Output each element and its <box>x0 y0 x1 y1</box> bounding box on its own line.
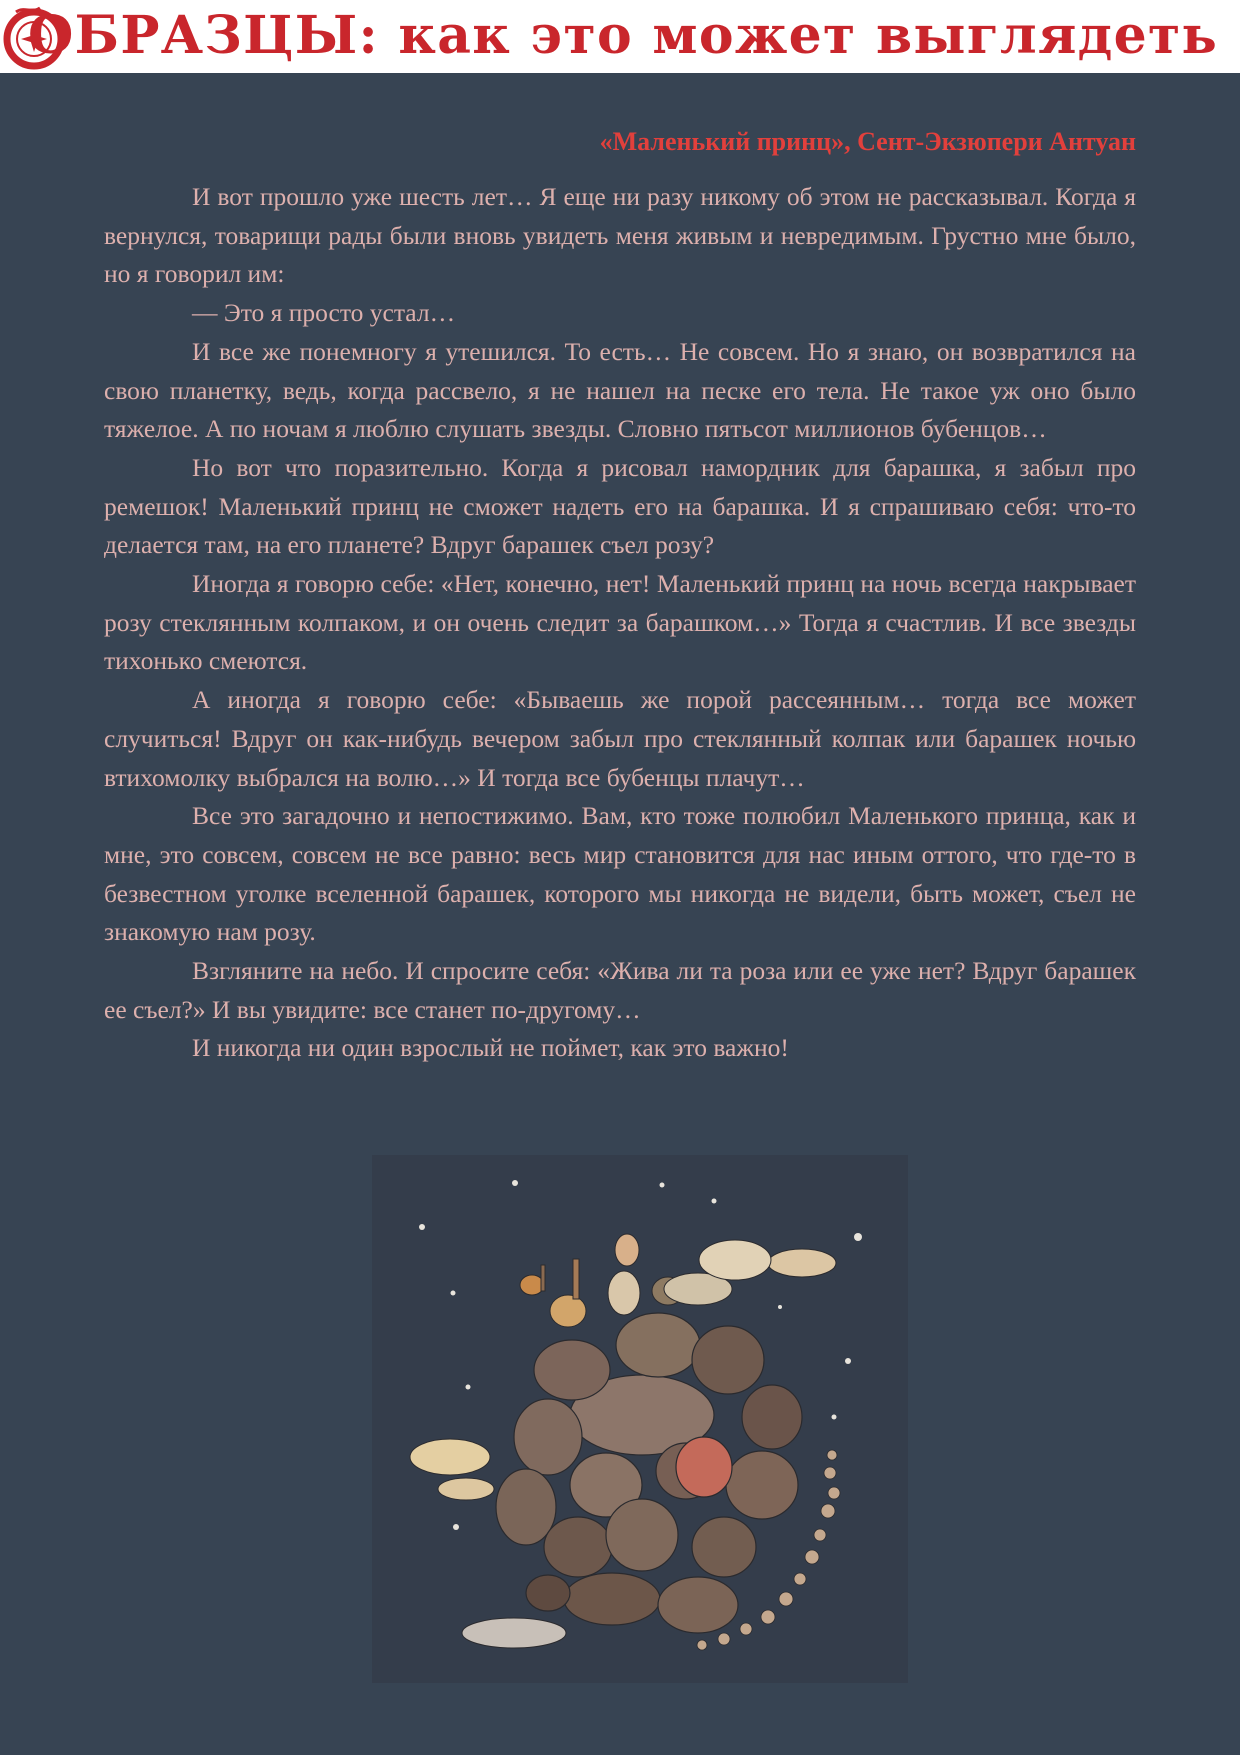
book-title: «Маленький принц», Сент-Экзюпери Антуан <box>599 127 1136 156</box>
paragraph: И никогда ни один взрослый не поймет, как это важно! <box>192 1033 789 1063</box>
paragraph: Иногда я говорю себе: «Нет, конечно, нет! Маленький принц на ночь всегда накрывает розу стеклянным колпаком, и он очень следит за барашком…» Тогда я счастлив. И все звезды тихонько смеются. <box>104 569 1136 676</box>
page-content <box>104 120 1136 1068</box>
page-banner <box>0 0 1240 73</box>
paragraph: Все это загадочно и непостижимо. Вам, кто тоже полюбил Маленького принца, как и мне, это совсем, совсем не все равно: весь мир становится для нас иным оттого, что где-то в безвестном уголке вселенной барашек, которого мы никогда не видели, быть может, съел не знакомую нам розу. <box>104 801 1136 947</box>
paragraph: Но вот что поразительно. Когда я рисовал намордник для барашка, я забыл про ремешок! Маленький принц не сможет надеть его на барашка. И я спрашиваю себя: что-то делается там, на его планете? Вдруг барашек съел розу? <box>104 452 1136 560</box>
paragraph: Взгляните на небо. И спросите себя: «Жива ли та роза или ее уже нет? Вдруг барашек ее съел?» И вы увидите: все станет по-другому… <box>104 956 1136 1024</box>
paragraph: — Это я просто устал… <box>192 298 456 328</box>
story-text <box>104 178 1136 1068</box>
paragraph: А иногда я говорю себе: «Бываешь же порой рассеянным… тогда все может случиться! Вдруг он как-нибудь вечером забыл про стеклянный колпак или барашек ночью втихомолку выбрался на волю…» И тогда все бубенцы плачут… <box>104 685 1136 792</box>
paragraph: И вот прошло уже шесть лет… Я еще ни разу никому об этом не рассказывал. Когда я вернулся, товарищи рады были вновь увидеть меня живым и невредимым. Грустно мне было, но я говорил им: <box>104 182 1136 289</box>
stone-art-little-prince-on-planet-icon <box>372 1155 908 1683</box>
paragraph: И все же понемногу я утешился. То есть… Не совсем. Но я знаю, он возвратился на свою планетку, ведь, когда рассвело, я не нашел на песке его тела. Не такое уж оно было тяжелое. А по ночам я люблю слушать звезды. Словно пятьсот миллионов бубенцов… <box>104 336 1136 444</box>
banner-title: ОБРАЗЦЫ: как это может выглядеть <box>28 5 1219 66</box>
